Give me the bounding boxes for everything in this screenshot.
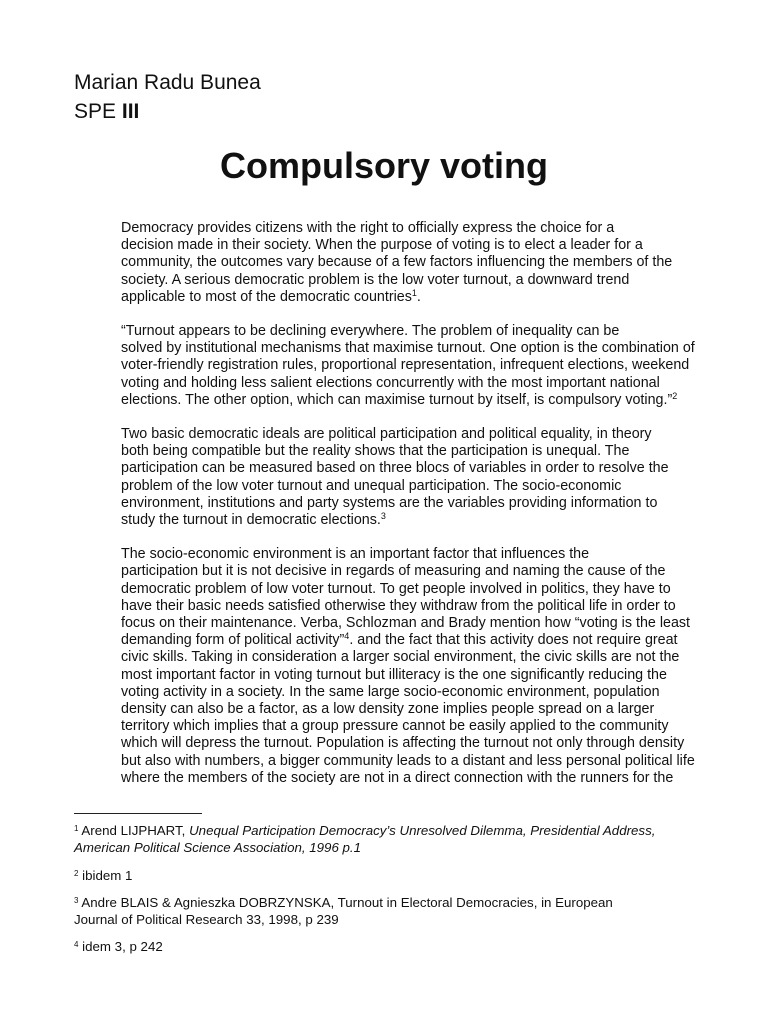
text-segment: . and the fact that this activity does not require great: [349, 632, 678, 649]
footnote-line: [74, 867, 714, 884]
footnote-text: idem 3, p 242: [82, 939, 163, 954]
text-line: voter-friendly registration rules, proportional representation, infrequent elections, weekend: [121, 357, 690, 374]
footnote-number: 3: [74, 896, 79, 905]
footnote-3: [74, 894, 714, 928]
text-line: voting activity in a society. In the same large socio-economic environment, population: [121, 683, 660, 700]
footnote-divider: [74, 813, 202, 814]
text-line: community, the outcomes vary because of a few factors influencing the members of the: [121, 254, 673, 271]
footnote-line: [74, 894, 714, 911]
document-title: Compulsory voting: [219, 145, 548, 186]
paragraph-2: [74, 323, 696, 409]
text-line: society. A serious democratic problem is the low voter turnout, a downward trend: [121, 271, 630, 288]
text-line: Two basic democratic ideals are political participation and political equality, in theory: [121, 426, 652, 443]
text-line: problem of the low voter turnout and unequal participation. The socio-economic: [121, 477, 622, 494]
document-body: [74, 220, 696, 804]
text-line: density can also be a factor, as a low density zone implies people spread on a larger: [121, 701, 655, 718]
text-line: which will depress the turnout. Population is affecting the turnout not only through density: [121, 735, 685, 752]
text-line: decision made in their society. When the purpose of voting is to elect a leader for a: [121, 237, 643, 254]
course-roman-numeral: III: [121, 100, 140, 123]
footnote-number: 2: [74, 869, 79, 878]
text-line: [74, 632, 696, 649]
text-line: but also with numbers, a bigger community leads to a distant and less personal political life: [121, 752, 695, 769]
text-line: where the members of the society are not in a direct connection with the runners for the: [121, 769, 674, 786]
text-line: participation can be measured based on three blocs of variables in order to resolve the: [121, 460, 669, 477]
footnote-4: [74, 938, 714, 955]
paragraph-3: [74, 426, 696, 529]
text-line: both being compatible but the reality shows that the participation is unequal. The: [121, 443, 630, 460]
footnote-citation: American Political Science Association, 1996 p.1: [74, 840, 362, 855]
footnote-ref: 2: [672, 390, 678, 401]
text-line: [74, 512, 696, 529]
text-line: solved by institutional mechanisms that maximise turnout. One option is the combination of: [121, 340, 695, 357]
text-line: civic skills. Taking in consideration a larger social environment, the civic skills are not the: [121, 649, 680, 666]
text-line: voting and holding less salient elections concurrently with the most important national: [121, 374, 660, 391]
footnote-number: 1: [74, 824, 79, 833]
text-line: democratic problem of low voter turnout. To get people involved in politics, they have to: [121, 580, 671, 597]
footnote-ref: 1: [411, 287, 417, 298]
text-line: most important factor in voting turnout but illiteracy is the one significantly reducing the: [121, 666, 667, 683]
footnote-2: [74, 867, 714, 884]
text-line: [74, 289, 696, 306]
course-label: [74, 99, 139, 125]
author-name: Marian Radu Bunea: [74, 71, 261, 94]
text-line: The socio-economic environment is an important factor that influences the: [121, 546, 590, 563]
footnote-ref: 4: [344, 631, 350, 642]
text-line: participation but it is not decisive in regards of measuring and naming the cause of the: [121, 563, 666, 580]
footnote-ref: 3: [380, 511, 386, 522]
footnote-author: Arend LIJPHART,: [81, 823, 190, 838]
text-line: “Turnout appears to be declining everywhere. The problem of inequality can be: [121, 323, 620, 340]
text-line: [74, 392, 696, 409]
text-line: Democracy provides citizens with the right to officially express the choice for a: [121, 220, 615, 236]
paragraph-1: [74, 220, 696, 306]
footnote-text: ibidem 1: [82, 868, 133, 883]
text-segment: applicable to most of the democratic countries: [121, 288, 412, 305]
text-segment: .: [416, 288, 421, 305]
text-segment: elections. The other option, which can maximise turnout by itself, is compulsory voting.”: [121, 391, 673, 408]
footnote-line: [74, 938, 714, 955]
course-prefix: SPE: [74, 100, 117, 123]
footnote-text: Journal of Political Research 33, 1998, p 239: [74, 912, 339, 927]
footnote-citation: Unequal Participation Democracy’s Unresolved Dilemma, Presidential Address,: [189, 823, 656, 838]
text-line: environment, institutions and party systems are the variables providing information to: [121, 494, 658, 511]
paragraph-4: [74, 546, 696, 787]
footnote-text: Andre BLAIS & Agnieszka DOBRZYNSKA, Turnout in Electoral Democracies, in European: [81, 895, 613, 910]
footnote-number: 4: [74, 940, 79, 949]
text-line: territory which implies that a group pressure cannot be easily applied to the community: [121, 718, 669, 735]
footnote-line: [74, 822, 714, 839]
text-segment: study the turnout in democratic elections.: [121, 512, 381, 529]
footnote-1: [74, 822, 714, 856]
text-line: focus on their maintenance. Verba, Schlozman and Brady mention how “voting is the least: [121, 615, 691, 632]
text-line: have their basic needs satisfied otherwise they withdraw from the political life in order to: [121, 597, 676, 614]
text-segment: demanding form of political activity”: [121, 632, 345, 649]
